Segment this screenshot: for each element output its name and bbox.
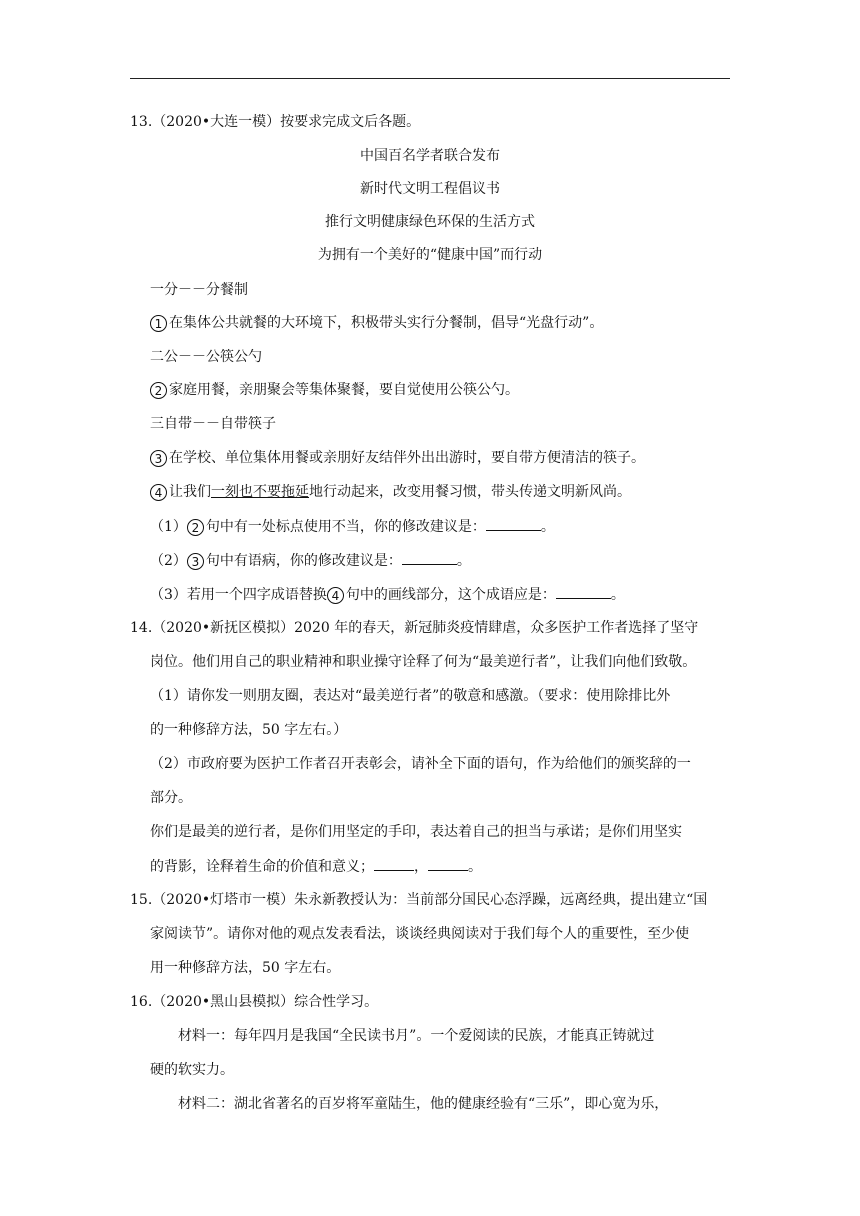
circled-number-3: 3 [150, 450, 167, 467]
q14-end: 。 [468, 859, 482, 875]
circled-number-4-ref: 4 [327, 587, 344, 604]
q13-sub-question-1 [150, 516, 555, 537]
q16-material-2: 材料二：湖北省著名的百岁将军童陆生，他的健康经验有“三乐”，即心宽为乐， [178, 1096, 669, 1112]
q15-line-3: 用一种修辞方法，50 字左右。 [150, 960, 341, 976]
sentence-1-text: 在集体公共就餐的大环境下，积极带头实行分餐制，倡导“光盘行动”。 [169, 315, 604, 331]
q13-title-2: 新时代文明工程倡议书 [360, 181, 500, 197]
q13-title-4: 为拥有一个美好的“健康中国”而行动 [317, 247, 543, 263]
sub1-end: 。 [540, 519, 555, 535]
circled-number-2-ref: 2 [187, 519, 204, 536]
sub1-text: 句中有一处标点使用不当，你的修改建议是： [205, 519, 486, 535]
sentence-4-underlined: 一刻也不要拖延 [211, 484, 309, 500]
q14-line-6: 部分。 [150, 790, 192, 806]
circled-number-1: 1 [150, 315, 167, 332]
header-rule [130, 78, 730, 79]
q13-sentence-2 [150, 380, 519, 400]
q14-line-8 [150, 856, 482, 877]
circled-number-4: 4 [150, 484, 167, 501]
q15-line-1: 15.（2020•灯塔市一模）朱永新教授认为：当前部分国民心态浮躁，远离经典，提出建立“国 [130, 892, 708, 908]
sentence-4-post: 地行动起来，改变用餐习惯，带头传递文明新风尚。 [309, 484, 631, 500]
sentence-3-text: 在学校、单位集体用餐或亲朋好友结伴外出出游时，要自带方便清洁的筷子。 [169, 450, 645, 466]
circled-number-3-ref: 3 [187, 553, 204, 570]
q13-sentence-1 [150, 313, 603, 333]
sub2-text: 句中有语病，你的修改建议是： [205, 553, 402, 569]
q14-comma: ， [414, 859, 428, 875]
q13-sub-question-3 [150, 584, 625, 605]
q14-line-2: 岗位。他们用自己的职业精神和职业操守诠释了何为“最美逆行者”，让我们向他们致敬。 [150, 654, 697, 670]
q14-line-5: （2）市政府要为医护工作者召开表彰会，请补全下面的语句，作为给他们的颁奖辞的一 [150, 756, 691, 772]
q14-line-7: 你们是最美的逆行者，是你们用坚定的手印，表达着自己的担当与承诺；是你们用坚实 [150, 824, 682, 840]
answer-blank[interactable] [374, 856, 414, 871]
sub3-end: 。 [610, 587, 625, 603]
q13-sub-question-2 [150, 550, 471, 571]
q15-line-2: 家阅读节”。请你对他的观点发表看法，谈谈经典阅读对于我们每个人的重要性，至少使 [150, 926, 690, 942]
sentence-4-pre: 让我们 [169, 484, 211, 500]
q13-title-1: 中国百名学者联合发布 [360, 148, 500, 164]
q16-material-1-cont: 硬的软实力。 [150, 1062, 234, 1078]
sub1-prefix: （1） [150, 519, 187, 535]
q16-material-1: 材料一：每年四月是我国“全民读书月”。一个爱阅读的民族，才能真正铸就过 [178, 1028, 655, 1044]
circled-number-2: 2 [150, 382, 167, 399]
q14-line-8-text: 的背影，诠释着生命的价值和意义； [150, 859, 374, 875]
q13-sentence-3 [150, 448, 645, 468]
answer-blank[interactable] [486, 516, 541, 531]
q13-heading-1: 一分－－分餐制 [150, 282, 248, 298]
q13-heading-2: 二公－－公筷公勺 [150, 349, 262, 365]
q14-line-4: 的一种修辞方法，50 字左右。） [150, 722, 348, 738]
sentence-2-text: 家庭用餐，亲朋聚会等集体聚餐，要自觉使用公筷公勺。 [169, 382, 519, 398]
sub3-prefix: （3）若用一个四字成语替换 [150, 587, 327, 603]
sub2-end: 。 [456, 553, 471, 569]
q13-heading-3: 三自带－－自带筷子 [150, 416, 276, 432]
q14-line-3: （1）请你发一则朋友圈，表达对“最美逆行者”的敬意和感激。（要求：使用除排比外 [150, 688, 671, 704]
q13-title-3: 推行文明健康绿色环保的生活方式 [325, 214, 535, 230]
q13-sentence-4 [150, 482, 631, 502]
q13-stem: 13.（2020•大连一模）按要求完成文后各题。 [130, 114, 421, 130]
answer-blank[interactable] [556, 584, 611, 599]
answer-blank[interactable] [402, 550, 457, 565]
sub3-text: 句中的画线部分，这个成语应是： [345, 587, 556, 603]
q16-line-1: 16.（2020•黑山县模拟）综合性学习。 [130, 994, 379, 1010]
q14-line-1: 14.（2020•新抚区模拟）2020 年的春天，新冠肺炎疫情肆虐，众多医护工作者选择了坚守 [130, 620, 699, 636]
answer-blank[interactable] [428, 856, 468, 871]
sub2-prefix: （2） [150, 553, 187, 569]
